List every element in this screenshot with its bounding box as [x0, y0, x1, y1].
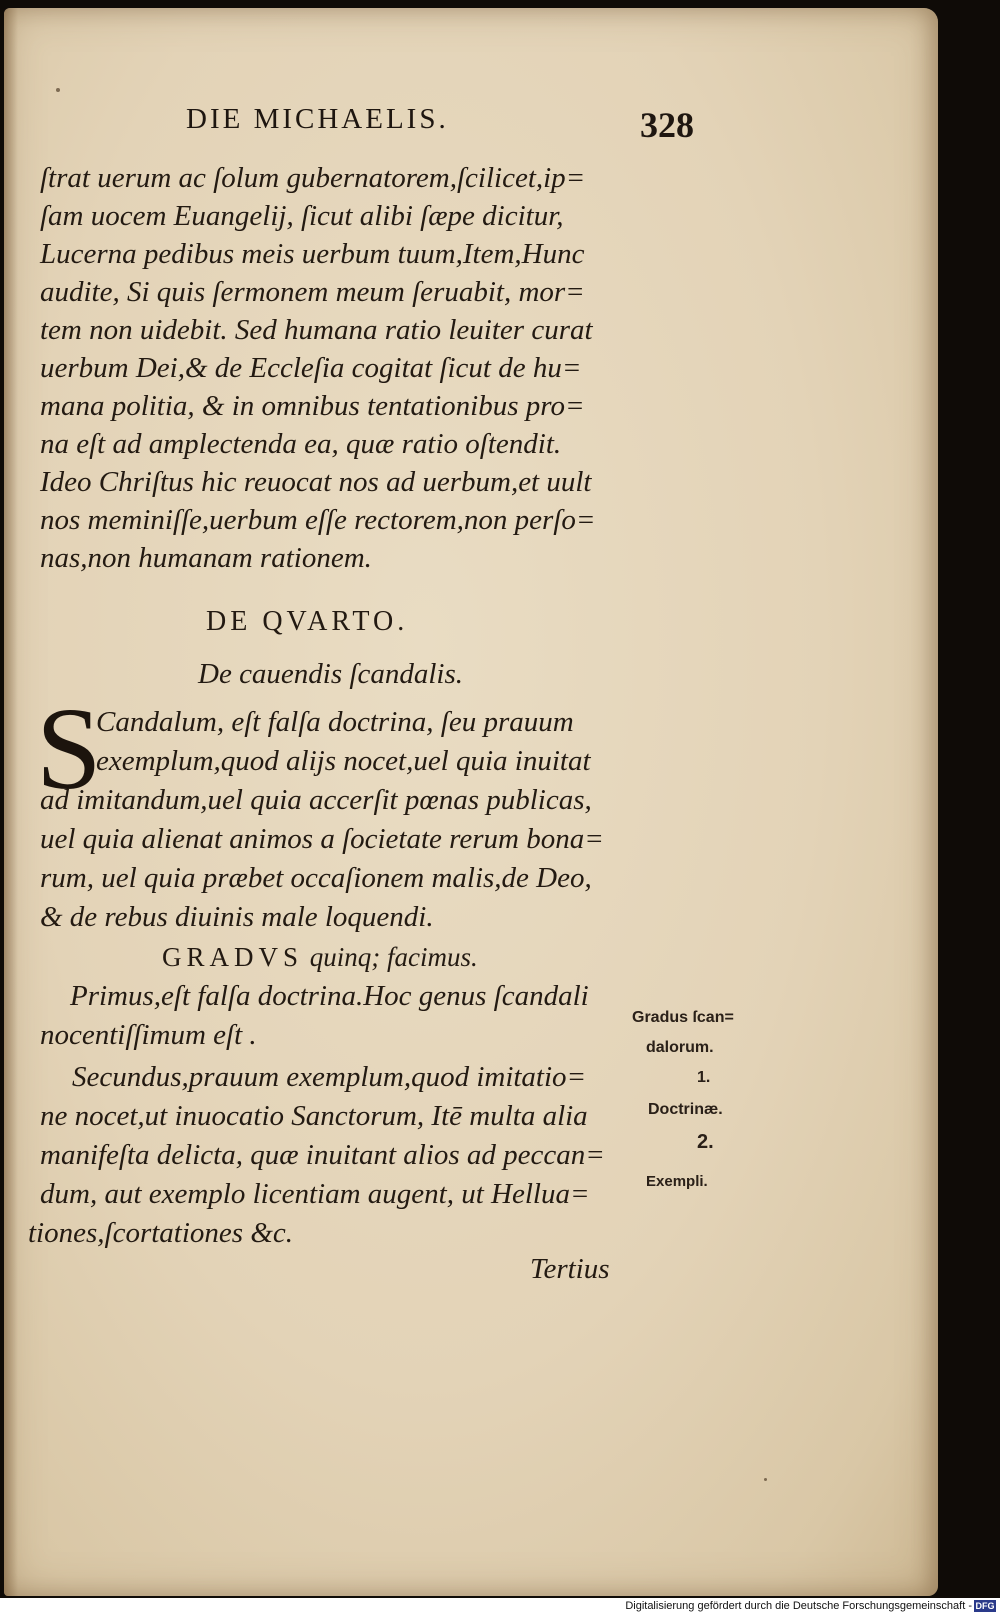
- text-line: exemplum,quod alijs nocet,uel quia inuitat: [96, 745, 591, 777]
- catchword: Tertius: [530, 1253, 610, 1285]
- margin-note-number-1: 1.: [697, 1069, 711, 1086]
- text-line: na eſt ad amplectenda ea, quæ ratio oſtendit.: [40, 428, 562, 460]
- text-line: uel quia alienat animos a ſocietate rerum bona=: [40, 823, 604, 855]
- text-line: & de rebus diuinis male loquendi.: [40, 901, 434, 933]
- text-line: uerbum Dei,& de Eccleſia cogitat ſicut de hu=: [40, 352, 582, 384]
- section-subheading: De cauendis ſcandalis.: [198, 658, 463, 690]
- gradus-heading-roman: GRADVS: [162, 942, 304, 972]
- text-line: nas,non humanam rationem.: [40, 542, 372, 574]
- text-line: Candalum, eſt falſa doctrina, ſeu prauum: [96, 706, 574, 738]
- text-line: Ideo Chriſtus hic reuocat nos ad uerbum,et uult: [40, 466, 592, 498]
- section-heading: DE QVARTO.: [206, 606, 409, 637]
- text-line: nos meminiſſe,uerbum eſſe rectorem,non perſo=: [40, 504, 596, 536]
- margin-note-gradus: Gradus ſcan=: [632, 1009, 734, 1026]
- text-line: tem non uidebit. Sed humana ratio leuiter curat: [40, 314, 593, 346]
- text-line: dum, aut exemplo licentiam augent, ut Hellua=: [40, 1178, 590, 1210]
- margin-note-dalorum: dalorum.: [646, 1039, 714, 1056]
- text-line: audite, Si quis ſermonem meum ſeruabit, mor=: [40, 276, 585, 308]
- margin-note-doctrinae: Doctrinæ.: [648, 1101, 723, 1118]
- text-line: mana politia, & in omnibus tentationibus pro=: [40, 390, 585, 422]
- ink-spot: [56, 88, 60, 92]
- gradus-heading-italic: quinq; facimus.: [303, 942, 478, 972]
- text-line: Primus,eſt falſa doctrina.Hoc genus ſcandali: [70, 980, 589, 1012]
- footer-credit: Digitalisierung gefördert durch die Deutsche Forschungsgemeinschaft -: [625, 1600, 972, 1612]
- page-number: 328: [640, 105, 694, 145]
- text-line: ne nocet,ut inuocatio Sanctorum, Itē multa alia: [40, 1100, 588, 1132]
- page-edge-shadow: [4, 8, 18, 1596]
- text-line: manifeſta delicta, quæ inuitant alios ad peccan=: [40, 1139, 605, 1171]
- gradus-heading: [162, 944, 478, 971]
- margin-note-exempli: Exempli.: [646, 1173, 708, 1190]
- text-line: ſam uocem Euangelij, ſicut alibi ſæpe dicitur,: [40, 200, 564, 232]
- running-head: DIE MICHAELIS.: [186, 103, 449, 135]
- text-line: Lucerna pedibus meis uerbum tuum,Item,Hunc: [40, 238, 585, 270]
- ink-spot: [764, 1478, 767, 1481]
- text-line: nocentiſſimum eſt .: [40, 1019, 257, 1051]
- text-line: tiones,ſcortationes &c.: [28, 1217, 293, 1249]
- margin-note-number-2: 2.: [697, 1131, 714, 1153]
- text-line: Secundus,prauum exemplum,quod imitatio=: [72, 1061, 587, 1093]
- drop-cap: S: [36, 683, 102, 814]
- text-line: rum, uel quia præbet occaſionem malis,de Deo,: [40, 862, 592, 894]
- text-line: ad imitandum,uel quia accerſit pœnas publicas,: [40, 784, 592, 816]
- text-line: ſtrat uerum ac ſolum gubernatorem,ſcilicet,ip=: [40, 162, 586, 194]
- dfg-logo: DFG: [975, 1601, 995, 1611]
